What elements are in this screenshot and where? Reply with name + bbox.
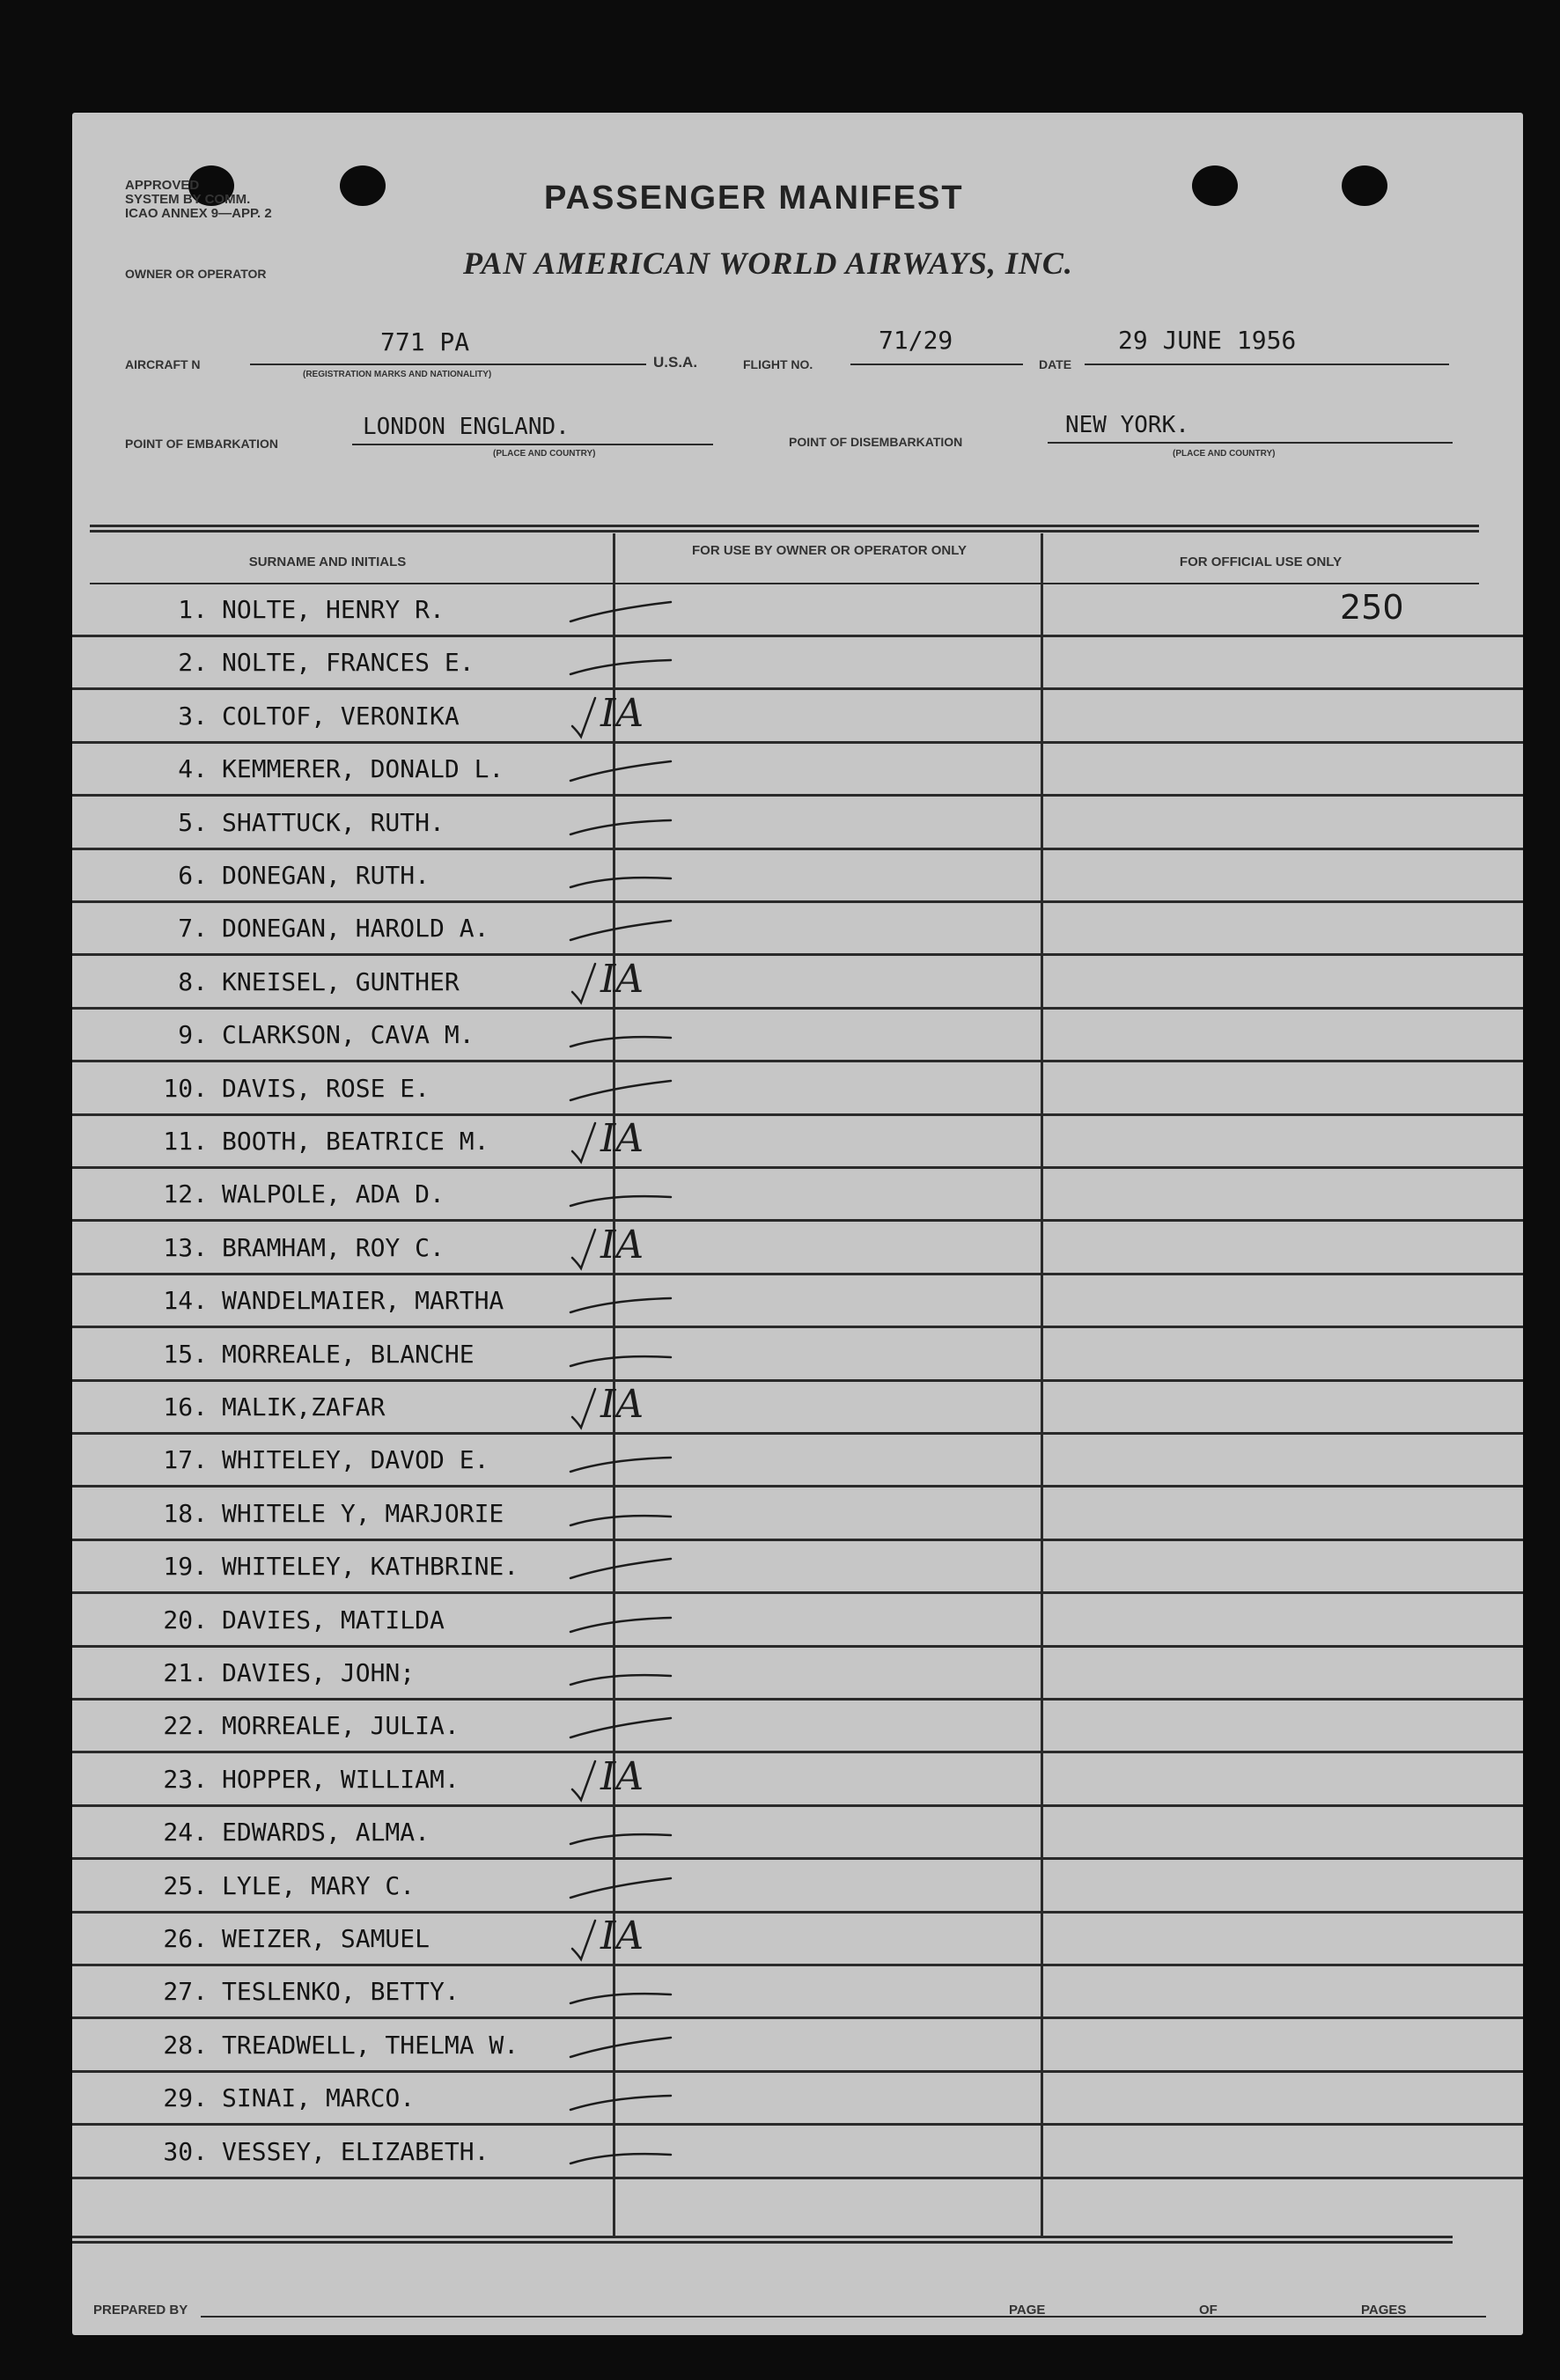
passenger-name: WHITELEY, DAVOD E. (222, 1445, 489, 1475)
passenger-name: SHATTUCK, RUTH. (222, 807, 445, 837)
table-row (72, 957, 1523, 1010)
passenger-number: 16. (163, 1392, 208, 1421)
tick-dash-icon (565, 1277, 697, 1326)
passenger-name: DAVIES, MATILDA (222, 1605, 445, 1634)
operator-name: PAN AMERICAN WORLD AIRWAYS, INC. (463, 246, 1073, 281)
table-row (72, 1063, 1523, 1116)
passenger-name: WHITELE Y, MARJORIE (222, 1498, 504, 1528)
passenger-number: 23. (163, 1764, 208, 1794)
table-top-rule (90, 530, 1479, 533)
approval-line: SYSTEM BY COMM. (125, 192, 251, 207)
table-row (72, 1541, 1523, 1594)
table-row (72, 1382, 1523, 1435)
punch-hole (340, 165, 386, 206)
handwritten-note: IA (600, 1222, 644, 1267)
passenger-name: SINAI, MARCO. (222, 2083, 416, 2113)
disembark-label: POINT OF DISEMBARKATION (789, 435, 963, 449)
passenger-number: 6. (178, 861, 208, 890)
flight-value: 71/29 (879, 326, 953, 355)
passenger-number: 30. (163, 2136, 208, 2166)
owner-label: OWNER OR OPERATOR (125, 267, 267, 281)
handwritten-note: IA (600, 690, 644, 736)
disembark-value: NEW YORK. (1065, 412, 1189, 438)
usa-label: U.S.A. (653, 354, 698, 371)
table-row (72, 691, 1523, 744)
table-row (72, 2127, 1523, 2179)
embark-label: POINT OF EMBARKATION (125, 437, 278, 451)
passenger-name: WALPOLE, ADA D. (222, 1179, 445, 1209)
tick-dash-icon (565, 746, 697, 795)
tick-dash-icon (565, 2075, 697, 2124)
table-row (72, 1329, 1523, 1382)
tick-dash-icon (565, 1862, 697, 1912)
passenger-number: 26. (163, 1924, 208, 1953)
handwritten-note: IA (600, 1914, 644, 1958)
prepared-by-label: PREPARED BY (93, 2303, 188, 2318)
passenger-name: WANDELMAIER, MARTHA (222, 1286, 504, 1316)
passenger-name: CLARKSON, CAVA M. (222, 1020, 475, 1050)
passenger-name: MORREALE, JULIA. (222, 1711, 460, 1741)
passenger-number: 27. (163, 1977, 208, 2007)
page-label: PAGE (1009, 2303, 1046, 2318)
underline (850, 364, 1023, 365)
passenger-number: 18. (163, 1498, 208, 1528)
passenger-number: 28. (163, 2030, 208, 2060)
passenger-number: 15. (163, 1339, 208, 1369)
tick-dash-icon (565, 852, 697, 901)
passenger-number: 24. (163, 1818, 208, 1847)
passenger-name: DONEGAN, HAROLD A. (222, 914, 489, 944)
manifest-sheet (72, 113, 1523, 2335)
tick-dash-icon (565, 586, 697, 635)
table-row (72, 1807, 1523, 1860)
passenger-name: TREADWELL, THELMA W. (222, 2030, 519, 2060)
table-row (72, 1435, 1523, 1488)
official-note: 250 (1340, 588, 1404, 627)
passenger-number: 22. (163, 1711, 208, 1741)
table-row (72, 1595, 1523, 1648)
passenger-name: NOLTE, FRANCES E. (222, 648, 475, 678)
table-row (72, 637, 1523, 690)
passenger-name: BRAMHAM, ROY C. (222, 1232, 445, 1262)
approval-line: APPROVED (125, 178, 200, 193)
handwritten-note: IA (600, 1382, 644, 1427)
table-row (72, 1754, 1523, 1807)
passenger-number: 11. (163, 1127, 208, 1156)
passenger-name: DAVIES, JOHN; (222, 1658, 416, 1687)
table-row (72, 1275, 1523, 1328)
punch-hole (1192, 165, 1238, 206)
pages-label: PAGES (1361, 2303, 1407, 2318)
table-row (72, 2020, 1523, 2073)
footer-rule (201, 2316, 1486, 2318)
passenger-number: 10. (163, 1073, 208, 1103)
tick-dash-icon (565, 1490, 697, 1539)
underline (250, 364, 646, 365)
passenger-number: 17. (163, 1445, 208, 1475)
passenger-number: 9. (178, 1020, 208, 1050)
passenger-name: MALIK,ZAFAR (222, 1392, 386, 1421)
table-row (72, 1488, 1523, 1541)
tick-dash-icon (565, 1436, 697, 1486)
aircraft-label: AIRCRAFT N (125, 357, 201, 371)
passenger-name: BOOTH, BEATRICE M. (222, 1127, 489, 1156)
date-label: DATE (1039, 357, 1072, 371)
table-bottom-rule (72, 2241, 1453, 2244)
handwritten-note: IA (600, 956, 644, 1002)
passenger-number: 7. (178, 914, 208, 944)
passenger-number: 25. (163, 1870, 208, 1900)
embark-value: LONDON ENGLAND. (363, 414, 570, 440)
passenger-name: DAVIS, ROSE E. (222, 1073, 430, 1103)
handwritten-note: IA (600, 1116, 644, 1161)
table-row (72, 2073, 1523, 2126)
tick-dash-icon (565, 1968, 697, 2017)
approval-line: ICAO ANNEX 9—APP. 2 (125, 206, 272, 221)
column-header-surname: SURNAME AND INITIALS (248, 555, 407, 569)
column-header-owner-use: FOR USE BY OWNER OR OPERATOR ONLY (692, 543, 967, 558)
tick-dash-icon (565, 1702, 697, 1752)
handwritten-note: IA (600, 1753, 644, 1799)
table-row (72, 850, 1523, 903)
table-row (72, 1861, 1523, 1914)
passenger-number: 13. (163, 1232, 208, 1262)
tick-dash-icon (565, 1065, 697, 1114)
passenger-name: HOPPER, WILLIAM. (222, 1764, 460, 1794)
table-row (72, 1701, 1523, 1753)
underline (352, 444, 713, 445)
table-top-rule (90, 525, 1479, 527)
passenger-number: 14. (163, 1286, 208, 1316)
passenger-name: WEIZER, SAMUEL (222, 1924, 430, 1953)
table-row (72, 584, 1523, 637)
passenger-name: DONEGAN, RUTH. (222, 861, 430, 890)
flight-label: FLIGHT NO. (743, 357, 813, 371)
tick-dash-icon (565, 799, 697, 848)
table-row (72, 1116, 1523, 1169)
tick-dash-icon (565, 1597, 697, 1646)
table-row (72, 744, 1523, 797)
passenger-name: WHITELEY, KATHBRINE. (222, 1552, 519, 1582)
passenger-name: TESLENKO, BETTY. (222, 1977, 460, 2007)
passenger-name: COLTOF, VERONIKA (222, 701, 460, 731)
tick-dash-icon (565, 1543, 697, 1592)
date-value: 29 JUNE 1956 (1118, 326, 1297, 355)
embark-note: (PLACE AND COUNTRY) (493, 449, 596, 459)
tick-dash-icon (565, 1809, 697, 1858)
tick-dash-icon (565, 2128, 697, 2178)
aircraft-value: 771 PA (380, 327, 470, 356)
table-row (72, 1169, 1523, 1222)
underline (1048, 442, 1453, 444)
tick-dash-icon (565, 1171, 697, 1220)
table-row (72, 1914, 1523, 1966)
table-row (72, 1966, 1523, 2019)
tick-dash-icon (565, 639, 697, 688)
passenger-name: VESSEY, ELIZABETH. (222, 2136, 489, 2166)
passenger-number: 8. (178, 966, 208, 996)
passenger-name: KEMMERER, DONALD L. (222, 754, 504, 784)
passenger-number: 12. (163, 1179, 208, 1209)
table-row (72, 1223, 1523, 1275)
row-rule (72, 2177, 1523, 2179)
registration-note: (REGISTRATION MARKS AND NATIONALITY) (303, 370, 492, 379)
tick-dash-icon (565, 905, 697, 954)
page-title: PASSENGER MANIFEST (544, 180, 964, 217)
passenger-name: EDWARDS, ALMA. (222, 1818, 430, 1847)
disembark-note: (PLACE AND COUNTRY) (1173, 449, 1276, 459)
table-row (72, 903, 1523, 956)
passenger-number: 3. (178, 701, 208, 731)
passenger-number: 29. (163, 2083, 208, 2113)
punch-hole (1342, 165, 1387, 206)
tick-dash-icon (565, 1011, 697, 1061)
tick-dash-icon (565, 2022, 697, 2071)
underline (1085, 364, 1449, 365)
passenger-name: KNEISEL, GUNTHER (222, 966, 460, 996)
passenger-number: 5. (178, 807, 208, 837)
approval-stamp (125, 179, 272, 221)
table-row (72, 1010, 1523, 1062)
passenger-name: NOLTE, HENRY R. (222, 595, 445, 624)
tick-dash-icon (565, 1331, 697, 1380)
passenger-number: 1. (178, 595, 208, 624)
table-row (72, 1648, 1523, 1701)
passenger-number: 2. (178, 648, 208, 678)
table-row (72, 797, 1523, 850)
passenger-name: LYLE, MARY C. (222, 1870, 416, 1900)
of-label: OF (1199, 2303, 1218, 2318)
passenger-number: 19. (163, 1552, 208, 1582)
passenger-number: 20. (163, 1605, 208, 1634)
tick-dash-icon (565, 1649, 697, 1699)
passenger-number: 4. (178, 754, 208, 784)
passenger-number: 21. (163, 1658, 208, 1687)
passenger-name: MORREALE, BLANCHE (222, 1339, 475, 1369)
table-bottom-rule (72, 2236, 1453, 2238)
column-header-official-use: FOR OFFICIAL USE ONLY (1179, 555, 1343, 569)
